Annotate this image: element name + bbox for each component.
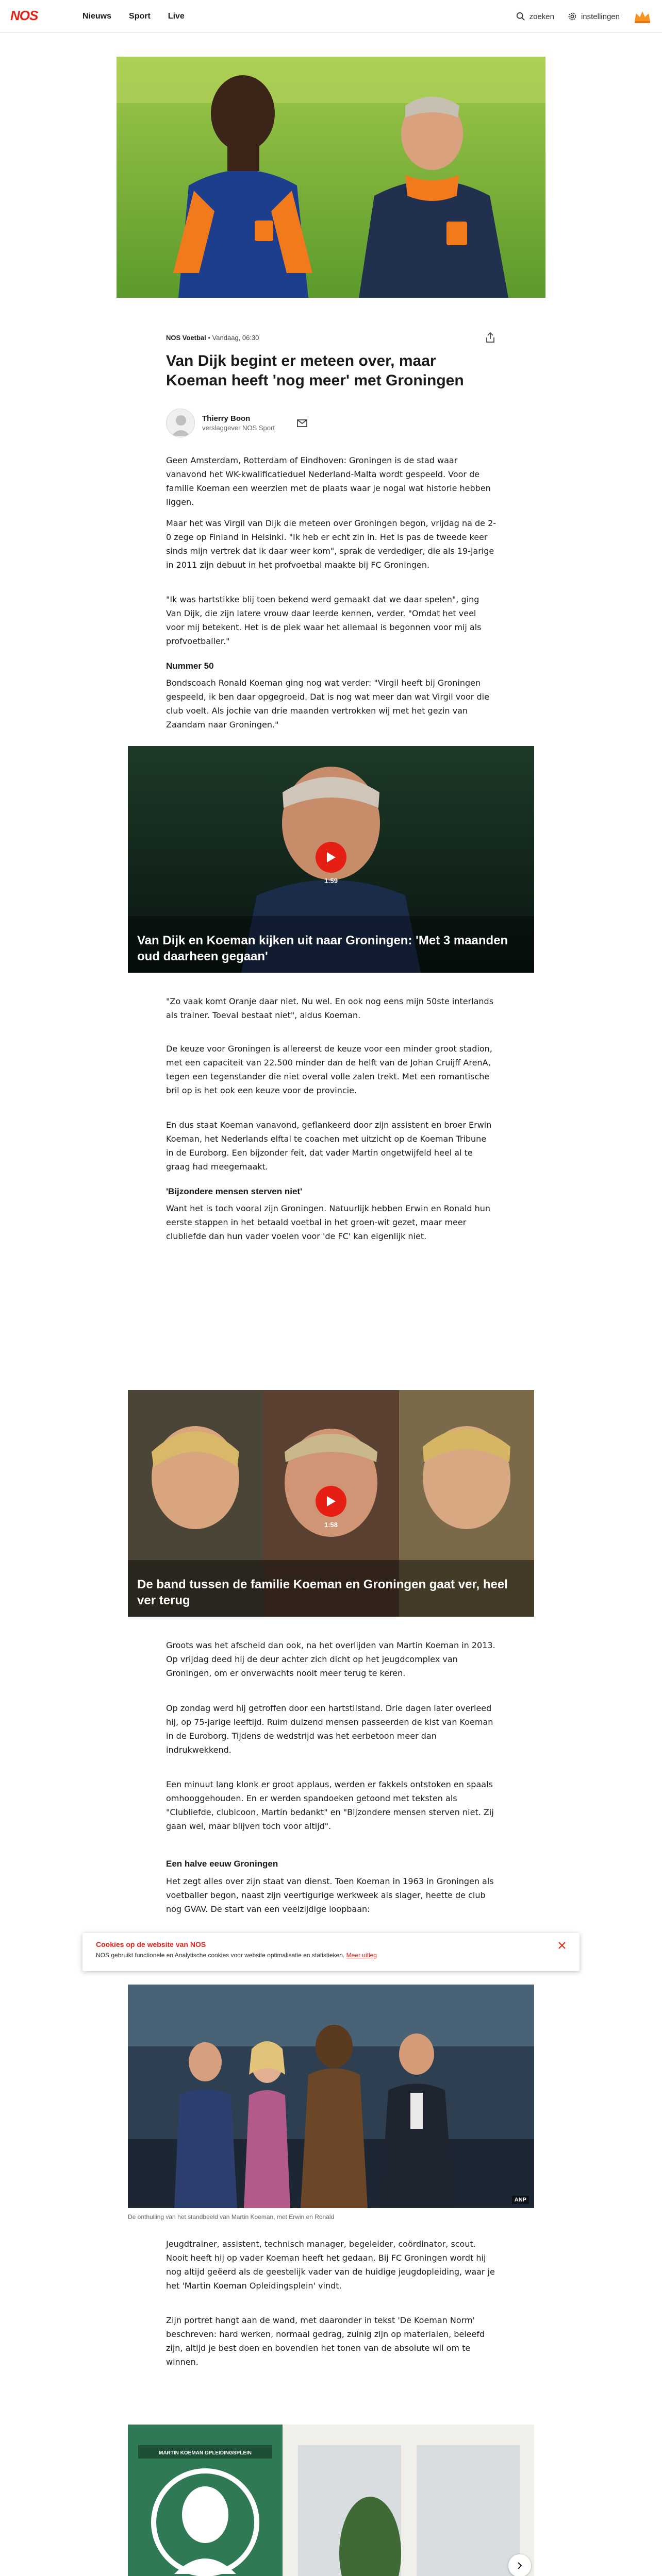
photo-credit: ANP	[512, 2196, 529, 2204]
main-nav-links	[82, 0, 185, 33]
paragraph: "Ik was hartstikke blij toen bekend werd gemaakt dat we daar spelen", ging Van Dijk, die zijn latere vrouw daar leerde kennen, verder. "Omdat het veel voor mij betekent. Het is de plek waar het allemaal is begonnen voor mij als profvoetballer."	[166, 595, 482, 646]
paragraph: Jeugdtrainer, assistent, technisch manager, begeleider, coördinator, scout. Nooit heeft hij op vader Koeman heeft het gedaan. Bij FC Groningen wordt hij nog altijd geëerd als de geestelijk vader van de huidige jeugdopleiding, waar je het 'Martin Koeman Opleidingsplein' vindt.	[166, 2239, 495, 2291]
cookie-banner	[82, 1933, 580, 1971]
author-info	[202, 414, 275, 432]
nos-logo[interactable]: NOS	[10, 7, 38, 23]
paragraph: Zijn portret hangt aan de wand, met daaronder in tekst 'De Koeman Norm' beschreven: hard werken, normaal gedrag, zuinig zijn op materialen, beleefd zijn, altijd je best doen en bovendien het tonen van de absolute wil om te winnen.	[166, 2315, 485, 2367]
article-meta	[166, 330, 496, 345]
nav-link-nieuws[interactable]: Nieuws	[82, 12, 112, 21]
carousel-image[interactable]	[128, 2425, 534, 2576]
settings-button[interactable]	[568, 12, 620, 21]
hero-image	[117, 57, 545, 298]
video-duration: 1:58	[324, 1521, 338, 1529]
paragraph: Een minuut lang klonk er groot applaus, werden er fakkels ontstoken en spaals omhooggehouden. En er werden spandoeken getoond met teksten als "Clubliefde, clubicoon, Martin bedankt" en "Bijzondere mensen sterven niet. Zij gaan wel, maar blijven toch voor altijd".	[166, 1780, 494, 1831]
paragraph: De keuze voor Groningen is allereerst de keuze voor een minder groot stadion, met een capaciteit van 22.500 minder dan de helft van de Johan Cruijff ArenA, tegen een tegenstander die niet overal volle zalen trekt. Met een romantische bril op is het ook een keuze voor de provincie.	[166, 1044, 492, 1095]
play-button[interactable]	[316, 842, 346, 873]
paragraph: Want het is toch vooral zijn Groningen. Natuurlijk hebben Erwin en Ronald hun eerste stappen in het betaald voetbal in het groen-wit gezet, maar meer clubliefde dan hun vader voelen voor 'de FC' kan eigenlijk niet.	[166, 1204, 491, 1241]
cookie-text	[96, 1952, 377, 1959]
nav-link-sport[interactable]: Sport	[129, 12, 151, 21]
video-caption: Van Dijk en Koeman kijken uit naar Groningen: 'Met 3 maanden oud daarheen gegaan'	[137, 934, 508, 963]
section-heading: Een halve eeuw Groningen	[166, 1859, 278, 1869]
settings-label: instellingen	[581, 12, 620, 21]
article-title: Van Dijk begint er meteen over, maar Koeman heeft 'nog meer' met Groningen	[166, 352, 464, 389]
author-name[interactable]: Thierry Boon	[202, 414, 251, 423]
search-label: zoeken	[529, 12, 554, 21]
kroon-crown-icon[interactable]	[633, 9, 652, 24]
cookie-more-link[interactable]: Meer uitleg	[346, 1952, 377, 1959]
hero-photo-van-dijk-koeman	[117, 57, 545, 298]
section-heading: Nummer 50	[166, 661, 214, 671]
paragraph: Het zegt alles over zijn staat van dienst. Toen Koeman in 1963 in Groningen als voetballer begon, naast zijn veertigurige werkweek als slager, heette de club nog GVAV. De start van een veelzijdige loopbaan:	[166, 1876, 494, 1914]
carousel-next-button[interactable]	[508, 2554, 531, 2576]
paragraph: "Zo vaak komt Oranje daar niet. Nu wel. En ook nog eens mijn 50ste interlands als trainer. Toeval bestaat niet", aldus Koeman.	[166, 996, 494, 1020]
play-icon	[325, 1495, 337, 1507]
article-source-date: NOS Voetbal • Vandaag, 06:30	[166, 333, 259, 342]
section-heading: 'Bijzondere mensen sterven niet'	[166, 1187, 303, 1196]
article-source[interactable]: NOS Voetbal	[166, 333, 206, 342]
sign-text: MARTIN KOEMAN OPLEIDINGSPLEIN	[158, 2450, 252, 2456]
video-duration: 1:59	[324, 877, 338, 885]
image-caption: De onthulling van het standbeeld van Martin Koeman, met Erwin en Ronald	[128, 2213, 335, 2221]
close-icon[interactable]	[557, 1940, 567, 1951]
gear-icon	[568, 12, 577, 21]
video-caption: De band tussen de familie Koeman en Groningen gaat ver, heel ver terug	[137, 1578, 508, 1607]
author-avatar	[166, 409, 195, 437]
cookie-body: NOS gebruikt functionele en Analytische cookies voor website optimalisatie en statistieken.	[96, 1952, 345, 1959]
nav-link-live[interactable]: Live	[168, 12, 185, 21]
search-button[interactable]	[516, 12, 554, 21]
nav-utilities	[516, 0, 652, 33]
play-icon	[325, 851, 337, 863]
paragraph: Bondscoach Ronald Koeman ging nog wat verder: "Virgil heeft bij Groningen gespeeld, ik ben daar opgegroeid. Dat is nog wat meer dan wat Virgil voor die club voelt. Als jochie van drie maanden vertrokken wij met het gezin van Zaandam naar Groningen."	[166, 678, 489, 730]
top-navigation	[0, 0, 662, 33]
paragraph: Op zondag werd hij getroffen door een hartstilstand. Drie dagen later overleed hij, op 75-jarige leeftijd. Ruim duizend mensen passeerden de kist van Koeman in de Euroborg. Tijdens de wedstrijd was het eerbetoon meer dan indrukwekkend.	[166, 1703, 493, 1755]
article-date: Vandaag, 06:30	[212, 333, 259, 342]
play-button[interactable]	[316, 1486, 346, 1517]
author-role: verslaggever NOS Sport	[202, 424, 275, 432]
opleidingsplein-photo	[128, 2425, 534, 2576]
chevron-right-icon	[515, 2561, 524, 2570]
author-block	[166, 407, 496, 439]
cookie-title: Cookies op de website van NOS	[96, 1940, 206, 1948]
paragraph: Maar het was Virgil van Dijk die meteen over Groningen begon, vrijdag na de 2-0 zege op Finland in Helsinki. "Ik heb er echt zin in. Het is pas de tweede keer sinds mijn vertrek dat ik daar weer kom", sprak de verdediger, die als 19-jarige in 2011 zijn debuut in het profvoetbal maakte bij FC Groningen.	[166, 518, 496, 570]
statue-image	[128, 1985, 534, 2208]
search-icon	[516, 12, 525, 21]
video-player[interactable]	[128, 746, 534, 973]
paragraph: Geen Amsterdam, Rotterdam of Eindhoven: Groningen is de stad waar vanavond het WK-kwalificatieduel Nederland-Malta wordt gespeeld. Voor de familie Koeman een weerzien met de plaats waar je nogal wat historie hebben liggen.	[166, 455, 491, 507]
paragraph: Groots was het afscheid dan ook, na het overlijden van Martin Koeman in 2013. Op vrijdag deed hij de deur achter zich dicht op het jeugdcomplex van Groningen, om er onverwachts nooit meer terug te keren.	[166, 1640, 495, 1678]
video-player[interactable]	[128, 1390, 534, 1617]
paragraph: En dus staat Koeman vanavond, geflankeerd door zijn assistent en broer Erwin Koeman, het Nederlands elftal te coachen met uitzicht op de Koeman Tribune in de Euroborg. Een bijzonder feit, dat vader Martin ongetwijfeld heel al te graag had meegemaakt.	[166, 1120, 492, 1172]
share-icon[interactable]	[485, 332, 496, 343]
mail-icon[interactable]	[296, 417, 308, 429]
statue-photo	[128, 1985, 534, 2208]
